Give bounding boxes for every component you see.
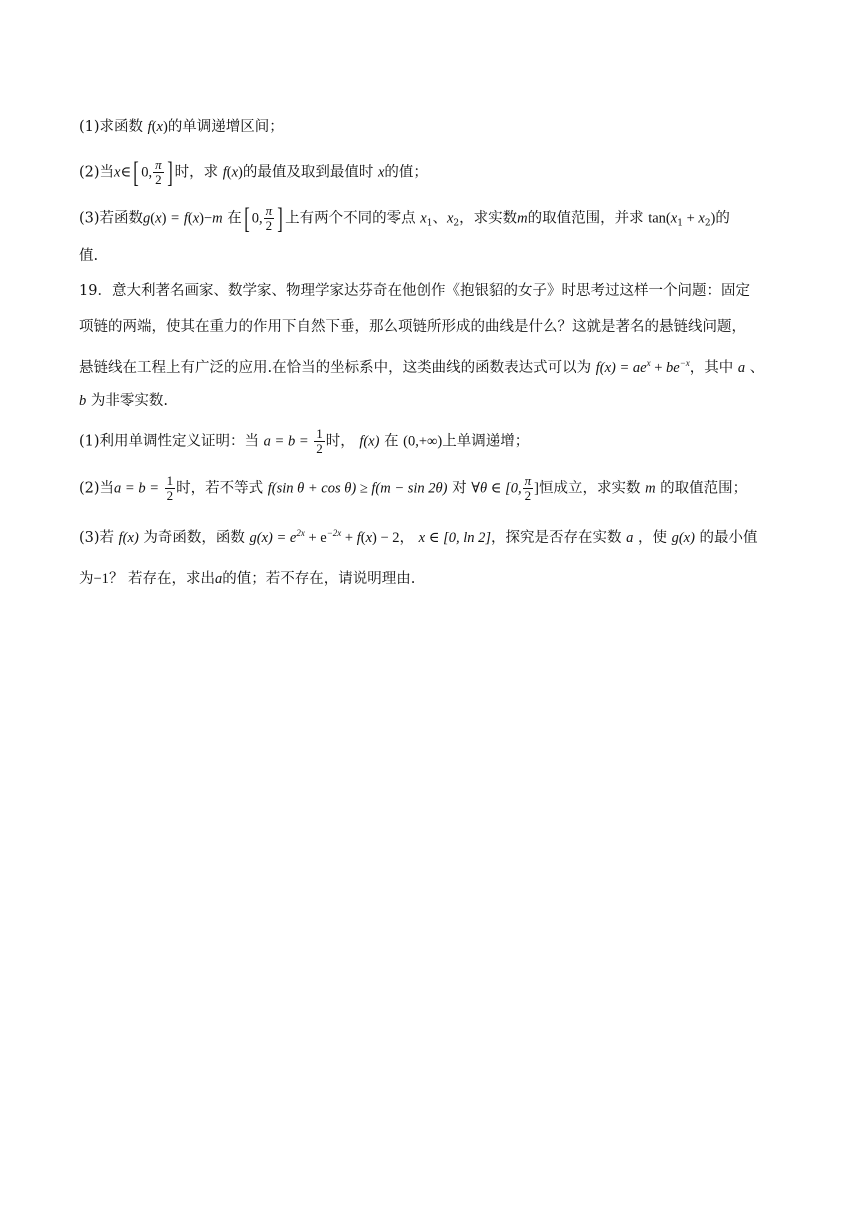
q19-p3-text-b: ， (399, 530, 415, 546)
frac-num: π (265, 203, 273, 218)
math-a: a (737, 360, 746, 376)
q18-part2: (2)当x∈[ 0, $\frac{\pi}{2}$ ] 时，求 f(x)的最值及取到最值时 x的值； (79, 155, 428, 189)
math-g: g (143, 210, 151, 227)
fraction-one-half (314, 427, 325, 456)
interval-left: 0, (251, 210, 263, 227)
math-gx: g(x) (671, 530, 695, 546)
subscript: 2 (453, 218, 460, 229)
q18-p3-cont: 值. (79, 248, 99, 264)
q18-p3-in: 在 (227, 210, 242, 227)
interval-left: 0, (141, 164, 153, 181)
q19-intro-line2: 项链的两端，使其在重力的作用下自然下垂，那么项链所形成的曲线是什么？这就是著名的悬链线问题， (79, 319, 746, 335)
math-inequality: f(sin θ + cos θ) ≥ f(m − sin 2θ) (267, 480, 448, 497)
math-cond: a = b = (263, 433, 309, 450)
math-m: m (645, 480, 656, 497)
q19-intro-line4-text: 为非零实数. (90, 393, 168, 409)
q19-p3-label: (3)若 (79, 530, 115, 546)
q19-p1-text-a: 时， (325, 433, 355, 450)
q18-p2-text-c: 的值； (384, 164, 428, 181)
q19-p3-text-c: ，探究是否存在实数 (491, 530, 622, 546)
math-b: b (79, 393, 87, 409)
q18-p3-text-d: 的 (715, 210, 730, 227)
math-domain: x ∈ [0, ln 2] (418, 530, 492, 546)
q18-part3: (3)若函数g(x) = f(x)−m 在[ 0, $\frac{\pi}{2}$ ] 上有两个不同的零点 $x_1$、$x_2$，求实数m的取值范围，并求 $\tan(x_1 + x_2)$的 (79, 201, 730, 235)
frac-num: 1 (316, 426, 323, 441)
subscript: 1 (426, 218, 433, 229)
q19-intro-line3-b: ，其中 (689, 360, 734, 376)
math-cond: a = b = (114, 480, 159, 497)
q18-p2-text-a: 时，求 (174, 164, 219, 181)
math-f: f (222, 164, 227, 181)
q19-p3-line2-b: ？ 若存在，求出 (108, 571, 216, 587)
q19-p3-text-d: ，使 (637, 530, 667, 546)
math-x: x (114, 164, 121, 181)
frac-den: 2 (265, 218, 273, 233)
q19-intro-line4 (79, 390, 800, 412)
q19-p3-line2-c: 的值；若不存在，请说明理由. (222, 571, 416, 587)
math-f: f (147, 119, 152, 135)
q19-p2-text-c: 恒成立，求实数 (538, 480, 641, 497)
math-minus: − (203, 210, 213, 227)
math-forall: ∀θ ∈ [0, (471, 480, 522, 497)
fraction-pi-over-2 (523, 474, 534, 503)
q19-p2-text-d: 的取值范围； (660, 480, 748, 497)
q19-p2-text-a: 时，若不等式 (176, 480, 264, 497)
q19-p1-text-b: 在 (384, 433, 399, 450)
q18-p3-text-c: 的取值范围，并求 (527, 210, 644, 227)
math-fx: f(x) (359, 433, 380, 450)
q18-part3-cont (79, 245, 800, 267)
q18-part1: (1)求函数 f(x)的单调递增区间； (79, 119, 284, 135)
frac-num: π (155, 157, 162, 172)
math-g-def: g(x) = e (249, 530, 297, 546)
q19-intro-line3: 悬链线在工程上有广泛的应用.在恰当的坐标系中，这类曲线的函数表达式可以为 $f(x) = ae^x + be^{-x}$，其中 a 、 (79, 358, 765, 376)
catenary-formula: f(x) = ae (595, 360, 647, 376)
q19-p2-text-b: 对 (452, 480, 467, 497)
frac-den: 2 (155, 172, 162, 187)
q19-intro-line3-a: 悬链线在工程上有广泛的应用.在恰当的坐标系中，这类曲线的函数表达式可以为 (79, 360, 592, 376)
bracket-close: ] (534, 480, 539, 497)
q19-part1 (79, 427, 800, 456)
math-m: m (517, 210, 528, 227)
math-fx: f(x) (118, 530, 139, 546)
q19-intro-line1: 19．意大利著名画家、数学家、物理学家达芬奇在他创作《抱银貂的女子》时思考过这样一个问题：固定 (79, 283, 750, 299)
q19-p2-label: (2)当 (79, 480, 115, 497)
q18-p3-text-a: 上有两个不同的零点 (285, 210, 416, 227)
q19-p3-line2-a: 为 (79, 571, 94, 587)
math-x2: x (446, 210, 454, 227)
q18-p2-label: (2)当 (79, 164, 115, 181)
separator: 、 (432, 210, 447, 227)
fraction-pi-over-2 (153, 158, 164, 187)
q18-p3-label: (3)若函数 (79, 210, 144, 227)
q18-p2-text-b: 的最值及取到最值时 (242, 164, 374, 181)
q19-part3-cont (79, 568, 800, 590)
math-eq: = (171, 210, 180, 227)
frac-den: 2 (524, 488, 532, 503)
math-x: x (156, 119, 163, 135)
fraction-one-half (165, 474, 176, 503)
q18-p1-text: 的单调递增区间； (167, 119, 284, 135)
frac-num: π (524, 473, 532, 488)
math-a: a (626, 530, 634, 546)
q19-part2 (79, 474, 800, 503)
q19-p3-text-e: 的最小值 (699, 530, 758, 546)
math-a: a (215, 571, 223, 587)
math-f: f (183, 210, 188, 227)
math-x: x (377, 164, 385, 181)
frac-den: 2 (316, 441, 323, 456)
math-in: ∈ (120, 164, 132, 181)
q19-part3: (3)若 f(x) 为奇函数，函数 $g(x) = e^{2x} + e^{-2x} + f(x) - 2$， x ∈ [0, ln 2]，探究是否存在实数 a ，使 g(x) 的最小值 (79, 528, 758, 546)
math-tan: tan (648, 210, 666, 227)
math-m: m (212, 210, 223, 227)
q19-p1-text-c: 上单调递增； (442, 433, 530, 450)
math-interval: (0,+∞) (403, 433, 443, 450)
math-minus-one: −1 (93, 571, 109, 587)
frac-num: 1 (166, 473, 174, 488)
q18-p1-label: (1)求函数 (79, 119, 144, 135)
math-x1: x (420, 210, 427, 227)
separator: 、 (749, 360, 765, 376)
math-x: x (155, 210, 162, 227)
q19-p1-label: (1)利用单调性定义证明：当 (79, 433, 260, 450)
fraction-pi-over-2 (264, 204, 275, 233)
q18-p3-text-b: ，求实数 (459, 210, 518, 227)
q19-p3-text-a: 为奇函数，函数 (143, 530, 245, 546)
frac-den: 2 (166, 488, 174, 503)
